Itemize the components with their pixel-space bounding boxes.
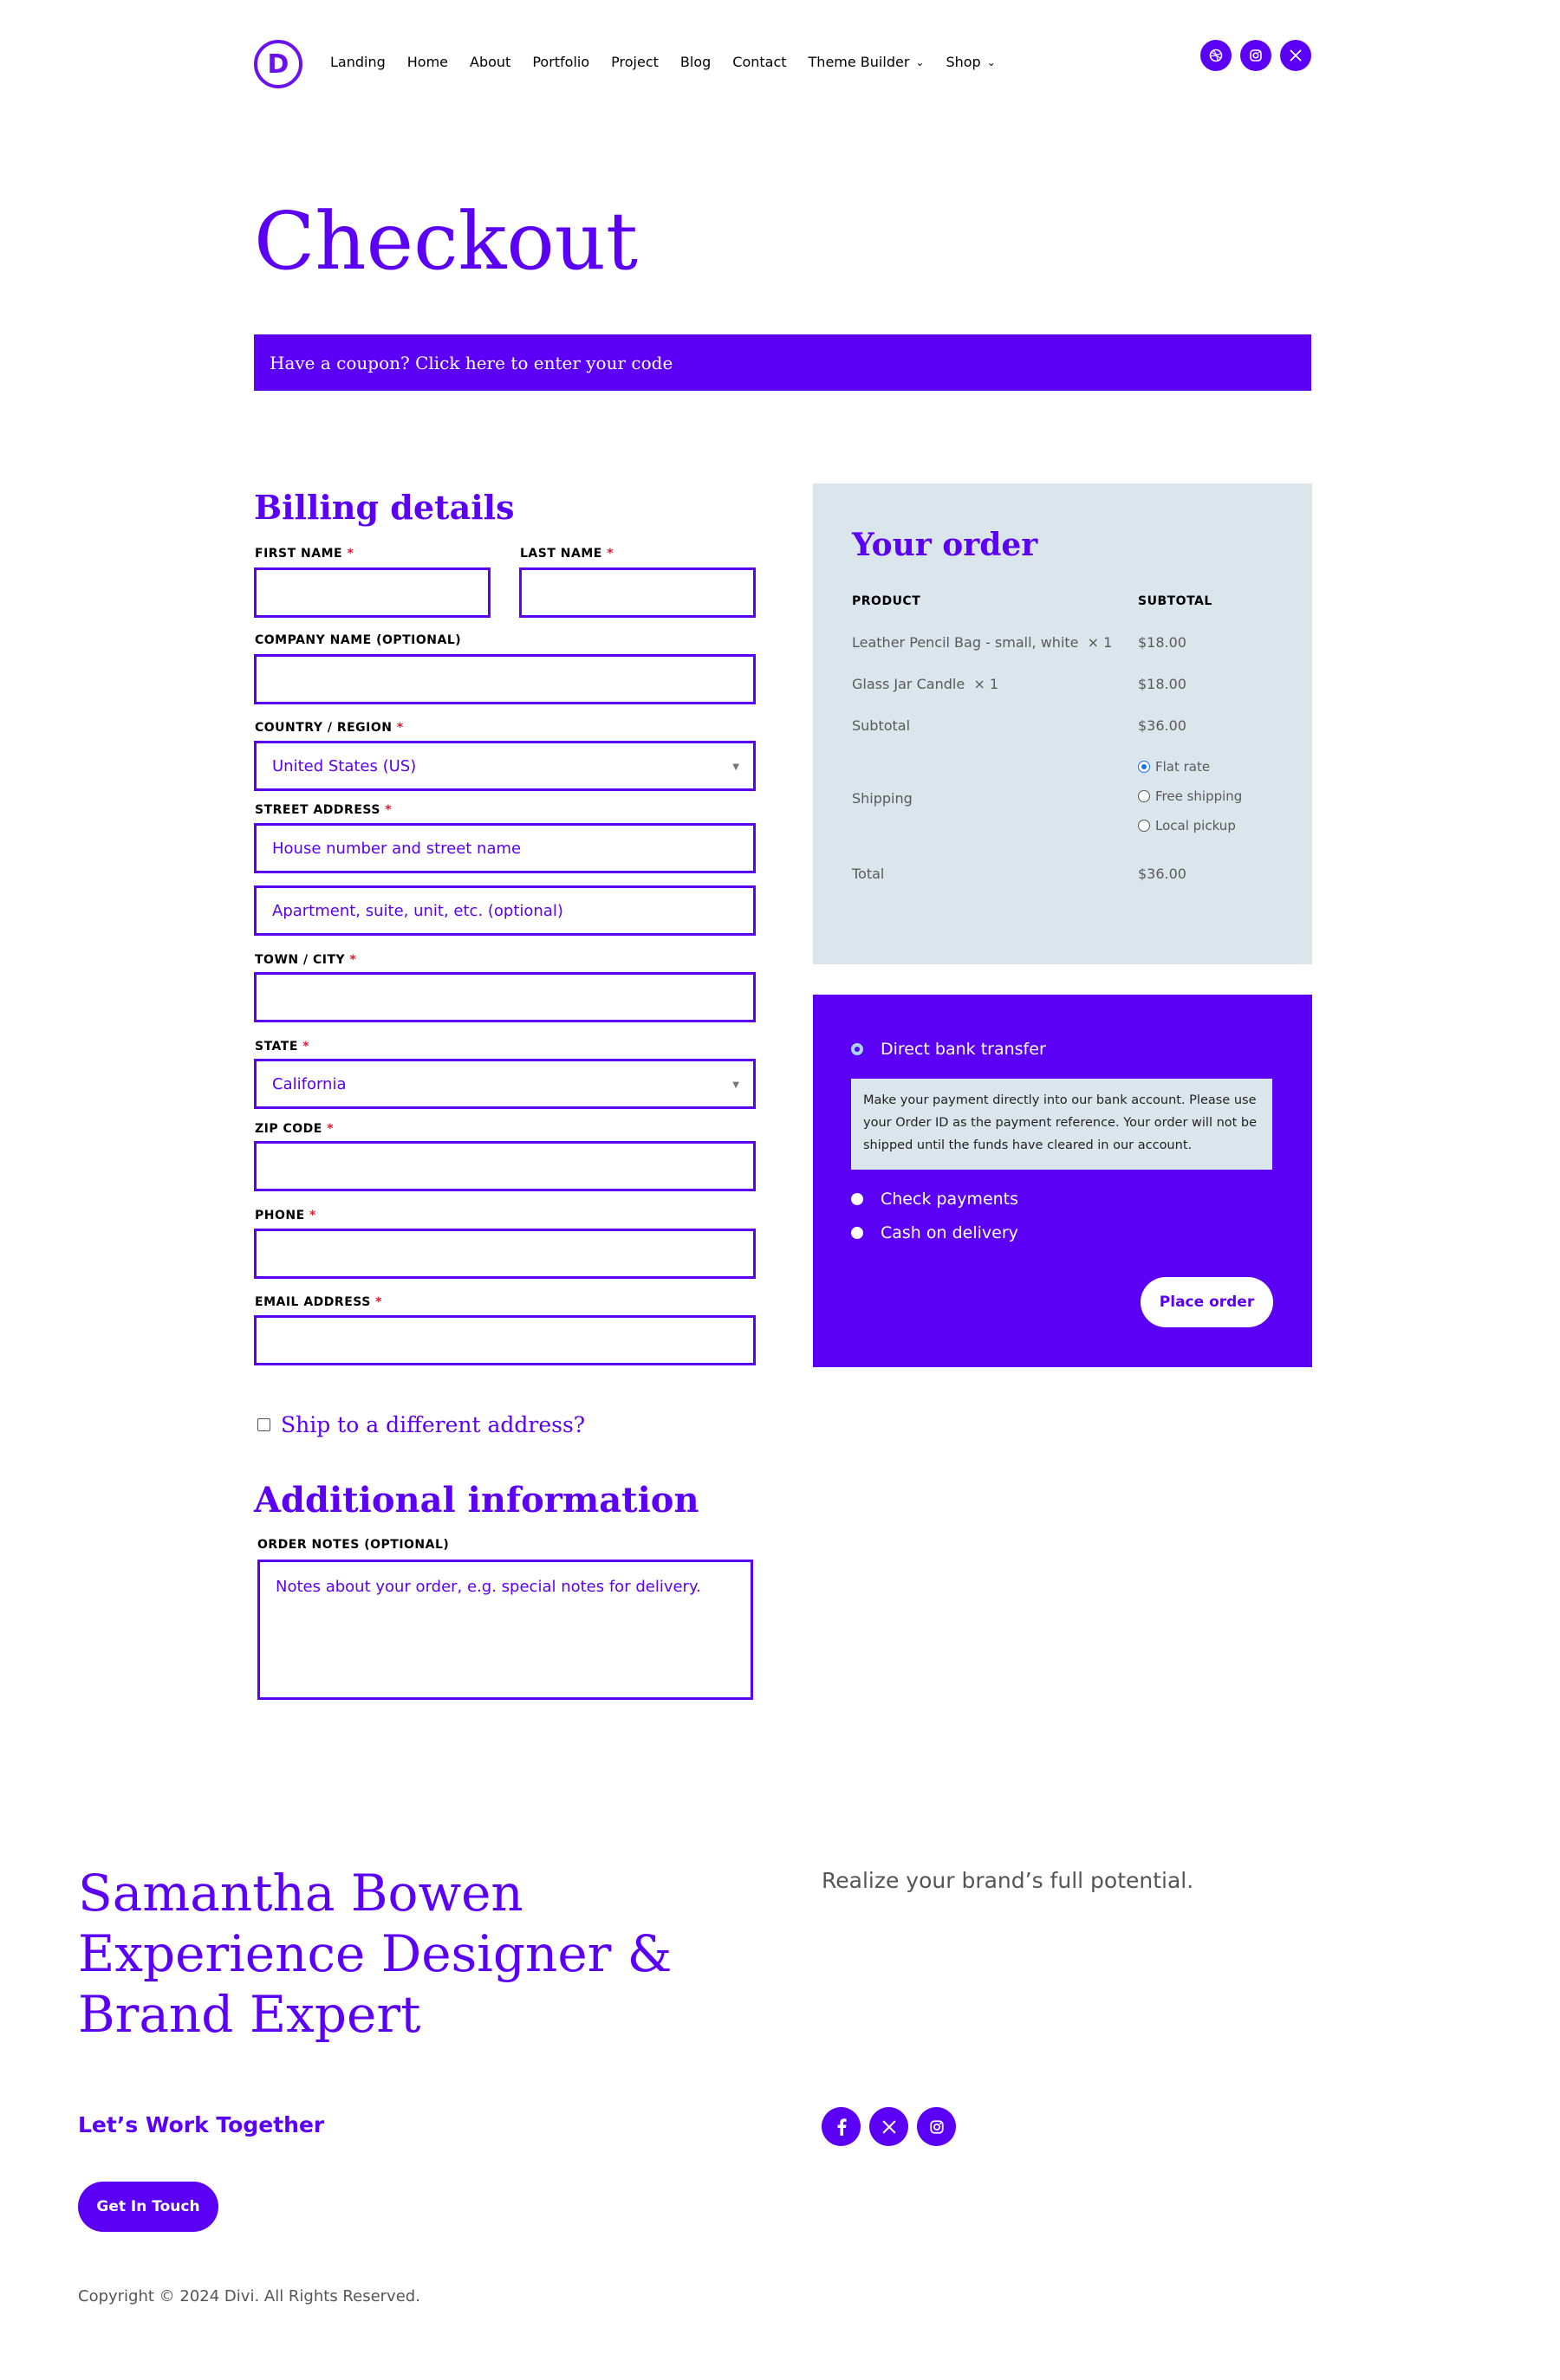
label-text: TOWN / CITY: [255, 953, 346, 967]
label-text: ORDER NOTES (OPTIONAL): [257, 1538, 450, 1552]
nav-item-theme-builder[interactable]: [809, 54, 925, 70]
nav-item-portfolio[interactable]: [532, 54, 589, 70]
street2-placeholder: Apartment, suite, unit, etc. (optional): [272, 901, 563, 920]
footer-name: [78, 1863, 771, 2045]
subtotal-value: $36.00: [1138, 717, 1186, 734]
coupon-toggle[interactable]: Have a coupon? Click here to enter your code: [254, 334, 1311, 391]
phone-label: [255, 1209, 316, 1222]
place-order-button[interactable]: Place order: [1141, 1277, 1273, 1327]
site-header: [254, 40, 1311, 88]
divi-logo[interactable]: D: [254, 40, 302, 88]
get-in-touch-button[interactable]: Get In Touch: [78, 2182, 218, 2232]
notes-placeholder: Notes about your order, e.g. special notes for delivery.: [276, 1578, 701, 1596]
label-text: PHONE: [255, 1209, 305, 1222]
order-item-price: $18.00: [1138, 676, 1186, 692]
header-social-links: [1200, 40, 1311, 71]
x-icon[interactable]: [869, 2107, 908, 2146]
payment-option-label: Cash on delivery: [881, 1223, 1018, 1242]
country-select[interactable]: [254, 741, 756, 791]
street-placeholder: House number and street name: [272, 839, 522, 858]
nav-label: Home: [406, 54, 449, 70]
radio[interactable]: [851, 1193, 863, 1205]
instagram-icon[interactable]: [917, 2107, 956, 2146]
nav-label: Project: [611, 54, 659, 70]
required-mark: *: [302, 1040, 310, 1054]
caret-down-icon: ▼: [732, 762, 739, 772]
shipping-option-local-pickup[interactable]: [1138, 818, 1236, 833]
required-mark: *: [349, 953, 357, 967]
footer-social-links: [822, 2107, 956, 2146]
city-input[interactable]: [254, 972, 756, 1022]
required-mark: *: [375, 1295, 382, 1309]
order-item-price: $18.00: [1138, 634, 1186, 651]
shipping-option-free[interactable]: [1138, 788, 1242, 804]
payment-option-check[interactable]: [851, 1190, 1018, 1209]
zip-label: [255, 1122, 334, 1136]
nav-label: Shop: [946, 54, 981, 70]
chevron-down-icon: ⌄: [986, 55, 996, 68]
order-title: Your order: [852, 527, 1038, 563]
billing-title: Billing details: [254, 488, 515, 527]
email-label: [255, 1295, 382, 1309]
payment-option-label: Check payments: [881, 1190, 1019, 1209]
label-text: COMPANY NAME (OPTIONAL): [255, 633, 462, 647]
label-text: LAST NAME: [520, 547, 602, 561]
x-icon[interactable]: [1280, 40, 1311, 71]
city-label: [255, 953, 356, 967]
nav-label: Blog: [679, 54, 712, 70]
required-mark: *: [396, 721, 404, 735]
shipping-option-label: Flat rate: [1155, 759, 1211, 775]
street-label: [255, 803, 392, 817]
chevron-down-icon: ⌄: [915, 55, 925, 68]
required-mark: *: [309, 1209, 316, 1222]
payment-option-label: Direct bank transfer: [881, 1040, 1046, 1059]
dribbble-icon[interactable]: [1200, 40, 1232, 71]
payment-option-cod[interactable]: [851, 1223, 1018, 1242]
item-qty: × 1: [973, 676, 998, 692]
facebook-icon[interactable]: [822, 2107, 861, 2146]
label-text: ZIP CODE: [255, 1122, 322, 1136]
ship-different-address[interactable]: [257, 1412, 585, 1437]
state-label: [255, 1040, 309, 1054]
first-name-input[interactable]: [254, 567, 491, 618]
nav-item-blog[interactable]: [680, 54, 711, 70]
nav-label: Contact: [732, 54, 787, 70]
order-summary: [813, 483, 1312, 964]
last-name-input[interactable]: [519, 567, 756, 618]
label-text: STREET ADDRESS: [255, 803, 380, 817]
radio[interactable]: [1138, 790, 1150, 802]
radio-selected[interactable]: [851, 1043, 863, 1055]
col-product-header: PRODUCT: [852, 594, 921, 608]
nav-label: Landing: [330, 54, 386, 70]
shipping-option-label: Free shipping: [1155, 788, 1243, 804]
nav-item-shop[interactable]: [946, 54, 995, 70]
footer-name-line: Samantha Bowen: [78, 1864, 523, 1923]
nav-label: Theme Builder: [808, 54, 910, 70]
order-item-name: [852, 634, 1112, 651]
order-item-name: [852, 676, 998, 692]
label-text: STATE: [255, 1040, 298, 1054]
copyright: Copyright © 2024 Divi. All Rights Reserved.: [78, 2287, 420, 2305]
ship-different-checkbox[interactable]: [257, 1418, 270, 1431]
shipping-label: Shipping: [852, 790, 913, 807]
additional-info-title: Additional information: [254, 1480, 699, 1521]
item-qty: × 1: [1087, 634, 1113, 651]
street-address-2-input[interactable]: [254, 885, 756, 936]
payment-option-bank-transfer[interactable]: [851, 1040, 1046, 1059]
radio[interactable]: [1138, 820, 1150, 832]
nav-item-project[interactable]: [611, 54, 659, 70]
required-mark: *: [347, 547, 354, 561]
first-name-label: [255, 547, 354, 561]
item-name: Glass Jar Candle: [852, 676, 965, 692]
country-value: United States (US): [272, 756, 417, 775]
nav-label: Portfolio: [532, 54, 590, 70]
footer-work-together: Let’s Work Together: [78, 2112, 325, 2137]
nav-item-contact[interactable]: [732, 54, 786, 70]
required-mark: *: [385, 803, 393, 817]
shipping-option-label: Local pickup: [1155, 818, 1236, 833]
zip-input[interactable]: [254, 1141, 756, 1191]
nav-label: About: [470, 54, 511, 70]
page-title: Checkout: [254, 195, 638, 288]
label-text: FIRST NAME: [255, 547, 343, 561]
nav-item-landing[interactable]: [330, 54, 386, 70]
company-input[interactable]: [254, 654, 756, 704]
subtotal-label: Subtotal: [852, 717, 911, 734]
state-value: California: [272, 1074, 347, 1093]
phone-input[interactable]: [254, 1229, 756, 1279]
caret-down-icon: ▼: [732, 1080, 739, 1090]
footer-tagline: Realize your brand’s full potential.: [822, 1868, 1194, 1893]
nav-item-home[interactable]: [407, 54, 448, 70]
shipping-option-flat-rate[interactable]: [1138, 759, 1210, 775]
label-text: COUNTRY / REGION: [255, 721, 393, 735]
payment-methods: [813, 995, 1312, 1367]
item-name: Leather Pencil Bag - small, white: [852, 634, 1079, 651]
payment-description: Make your payment directly into our bank account. Please use your Order ID as the payment reference. Your order will not be shipped until the funds have cleared in our account.: [851, 1079, 1272, 1170]
order-notes-textarea[interactable]: [257, 1560, 753, 1700]
main-nav: [330, 54, 1017, 70]
required-mark: *: [327, 1122, 335, 1136]
company-label: [255, 633, 461, 647]
instagram-icon[interactable]: [1240, 40, 1271, 71]
footer-title-line: Experience Designer & Brand Expert: [78, 1924, 673, 2044]
state-select[interactable]: [254, 1059, 756, 1109]
col-subtotal-header: SUBTOTAL: [1138, 594, 1212, 608]
country-label: [255, 721, 404, 735]
total-label: Total: [852, 866, 885, 882]
nav-item-about[interactable]: [470, 54, 510, 70]
ship-different-label: Ship to a different address?: [281, 1412, 586, 1437]
total-value: $36.00: [1138, 866, 1186, 882]
label-text: EMAIL ADDRESS: [255, 1295, 371, 1309]
street-address-input[interactable]: [254, 823, 756, 873]
required-mark: *: [607, 547, 614, 561]
email-input[interactable]: [254, 1315, 756, 1365]
radio[interactable]: [851, 1227, 863, 1239]
order-notes-label: [257, 1538, 449, 1552]
radio-selected[interactable]: [1138, 761, 1150, 773]
last-name-label: [520, 547, 614, 561]
